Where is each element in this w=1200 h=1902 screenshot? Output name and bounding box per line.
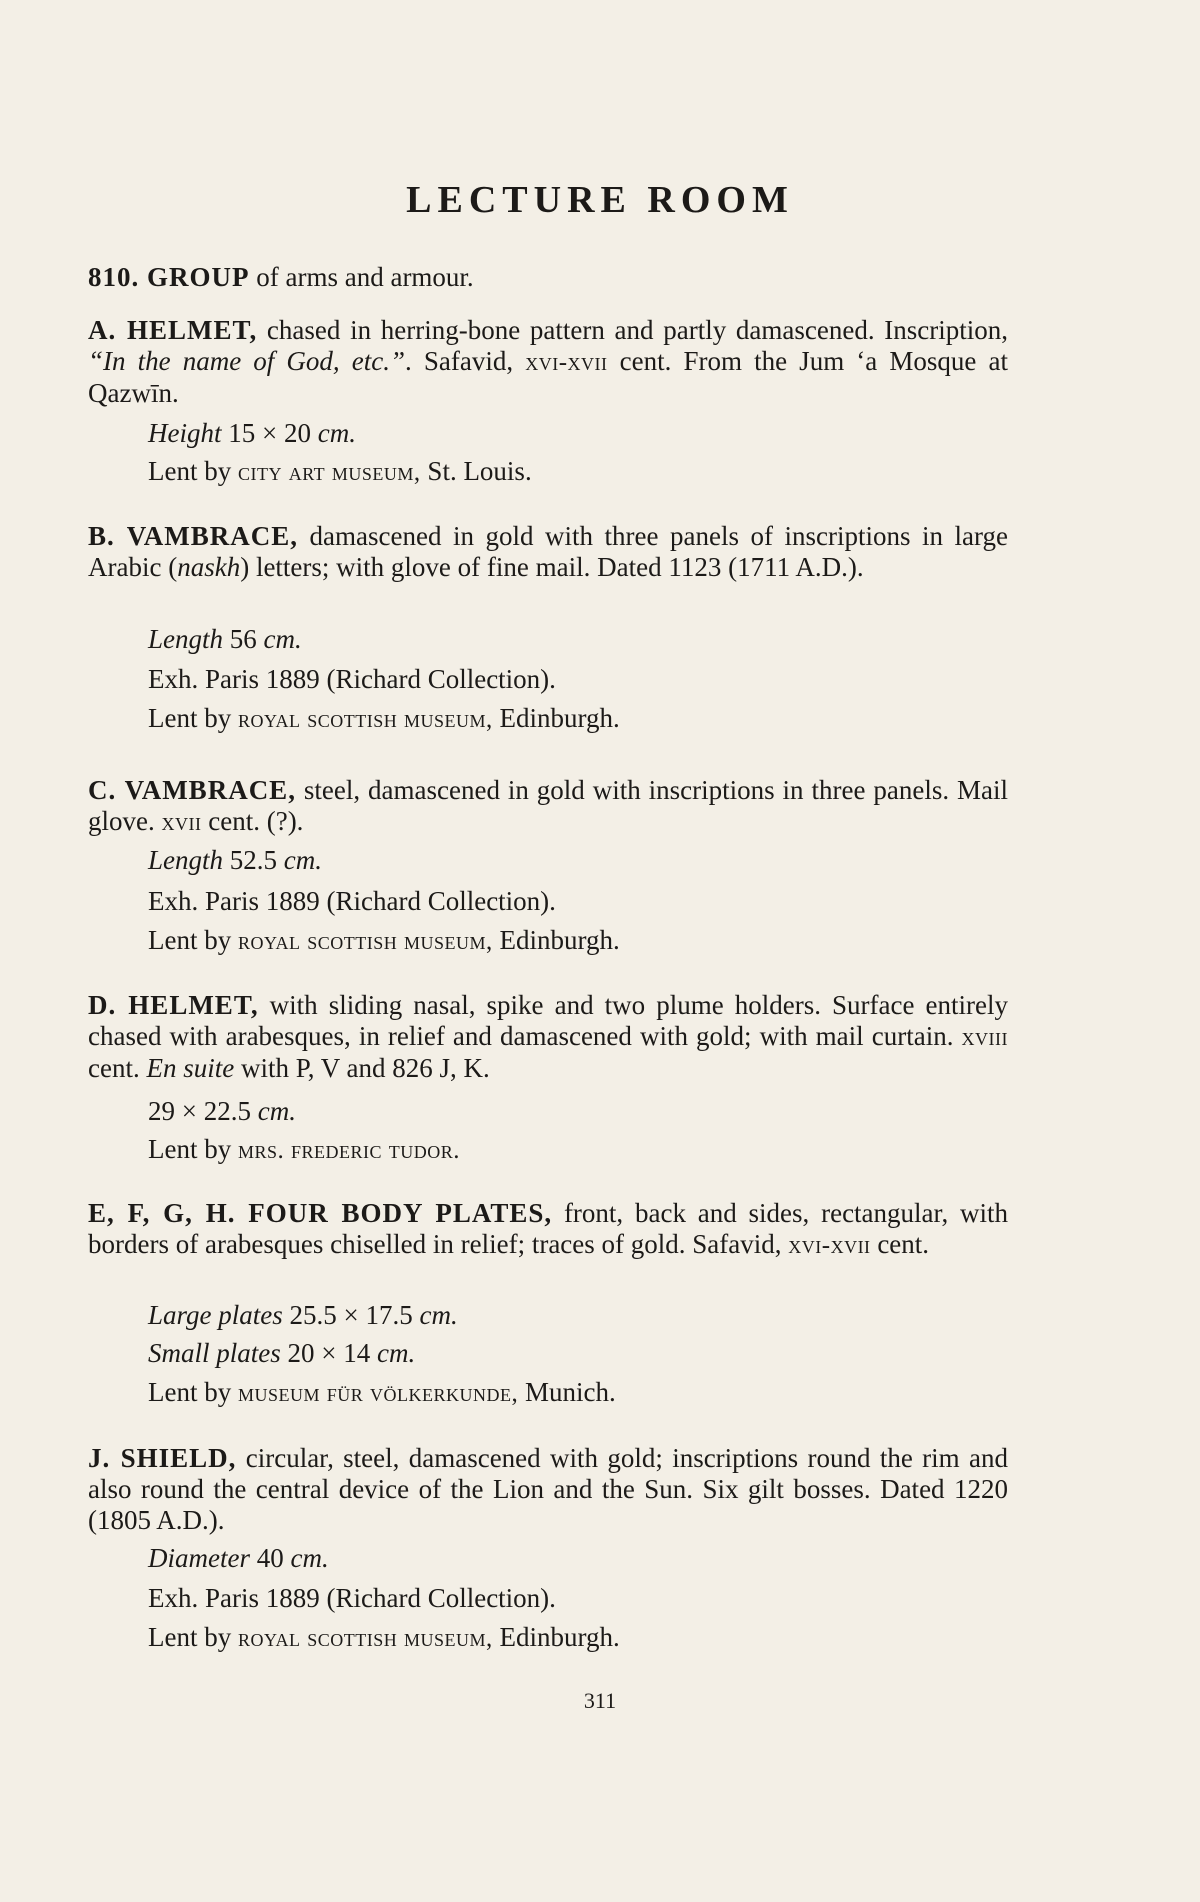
entry-efgh-large-dimensions: Large plates 25.5 × 17.5 cm. xyxy=(148,1300,458,1330)
entry-code: C. VAMBRACE, xyxy=(88,775,296,805)
period: xviii xyxy=(961,1024,1008,1051)
entry-efgh-small-dimensions: Small plates 20 × 14 cm. xyxy=(148,1338,416,1368)
entry-code: E, F, G, H. FOUR BODY PLATES, xyxy=(88,1198,553,1228)
period: xvi-xvii xyxy=(788,1232,871,1259)
entry-efgh-description: E, F, G, H. FOUR BODY PLATES, front, back and sides, rectangular, with borders of arabesques chiselled in relief; traces of gold. Safavid, xvi-xvii cent. xyxy=(88,1198,1008,1259)
entry-code: J. SHIELD, xyxy=(88,1443,237,1473)
entry-d-lender: Lent by mrs. frederic tudor. xyxy=(148,1134,461,1164)
entry-b-lender: Lent by royal scottish museum, Edinburgh. xyxy=(148,703,620,733)
inscription: “In the name of God, etc.” xyxy=(88,346,406,376)
entry-c-dimensions: Length 52.5 cm. xyxy=(148,845,322,875)
lender-name: museum für völkerkunde, xyxy=(237,1380,519,1407)
entry-a-dimensions: Height 15 × 20 cm. xyxy=(148,418,356,448)
lender-name: royal scottish museum, xyxy=(237,928,493,955)
page-title: LECTURE ROOM xyxy=(406,179,794,221)
entry-code: D. HELMET, xyxy=(88,990,259,1020)
entry-d-description: D. HELMET, with sliding nasal, spike and two plume holders. Surface entirely chased with arabesques, in relief and damascened with gold; with mail curtain. xviii cent. En suite with P, V and 826 J, K. xyxy=(88,990,1008,1083)
group-code: 810. GROUP xyxy=(88,262,250,292)
entry-j-exhibition: Exh. Paris 1889 (Richard Collection). xyxy=(148,1583,556,1613)
entry-c-lender: Lent by royal scottish museum, Edinburgh. xyxy=(148,925,620,955)
lender-name: city art museum, xyxy=(237,459,421,486)
entry-c-exhibition: Exh. Paris 1889 (Richard Collection). xyxy=(148,886,556,916)
entry-efgh-lender: Lent by museum für völkerkunde, Munich. xyxy=(148,1377,616,1407)
entry-d-dimensions: 29 × 22.5 cm. xyxy=(148,1096,296,1126)
entry-j-lender: Lent by royal scottish museum, Edinburgh. xyxy=(148,1622,620,1652)
period: xvi-xvii xyxy=(525,349,608,376)
page-number: 311 xyxy=(583,1688,617,1713)
group-text: of arms and armour. xyxy=(256,262,474,292)
entry-b-exhibition: Exh. Paris 1889 (Richard Collection). xyxy=(148,664,556,694)
entry-j-description: J. SHIELD, circular, steel, damascened with gold; inscriptions round the rim and also round the central device of the Lion and the Sun. Six gilt bosses. Dated 1220 (1805 A.D.). xyxy=(88,1443,1009,1535)
entry-code: B. VAMBRACE, xyxy=(88,521,299,551)
entry-b-description: B. VAMBRACE, damascened in gold with three panels of inscriptions in large Arabic (naskh) letters; with glove of fine mail. Dated 1123 (1711 A.D.). xyxy=(88,521,1008,582)
entry-a-description: A. HELMET, chased in herring-bone pattern and partly damascened. Inscription, “In the name of God, etc.”. Safavid, xvi-xvii cent. From the Jum ‘a Mosque at Qazwīn. xyxy=(88,315,1009,408)
lender-name: mrs. frederic tudor. xyxy=(237,1137,461,1164)
entry-j-dimensions: Diameter 40 cm. xyxy=(148,1543,329,1573)
group-heading xyxy=(88,262,1008,293)
lender-name: royal scottish museum, xyxy=(237,706,493,733)
entry-a-lender: Lent by city art museum, St. Louis. xyxy=(148,456,532,486)
period: xvii xyxy=(161,809,202,836)
entry-b-dimensions: Length 56 cm. xyxy=(148,624,302,654)
entry-code: A. HELMET, xyxy=(88,315,258,345)
lender-name: royal scottish museum, xyxy=(237,1625,493,1652)
entry-c-description: C. VAMBRACE, steel, damascened in gold with inscriptions in three panels. Mail glove. xvii cent. (?). xyxy=(88,775,1008,836)
